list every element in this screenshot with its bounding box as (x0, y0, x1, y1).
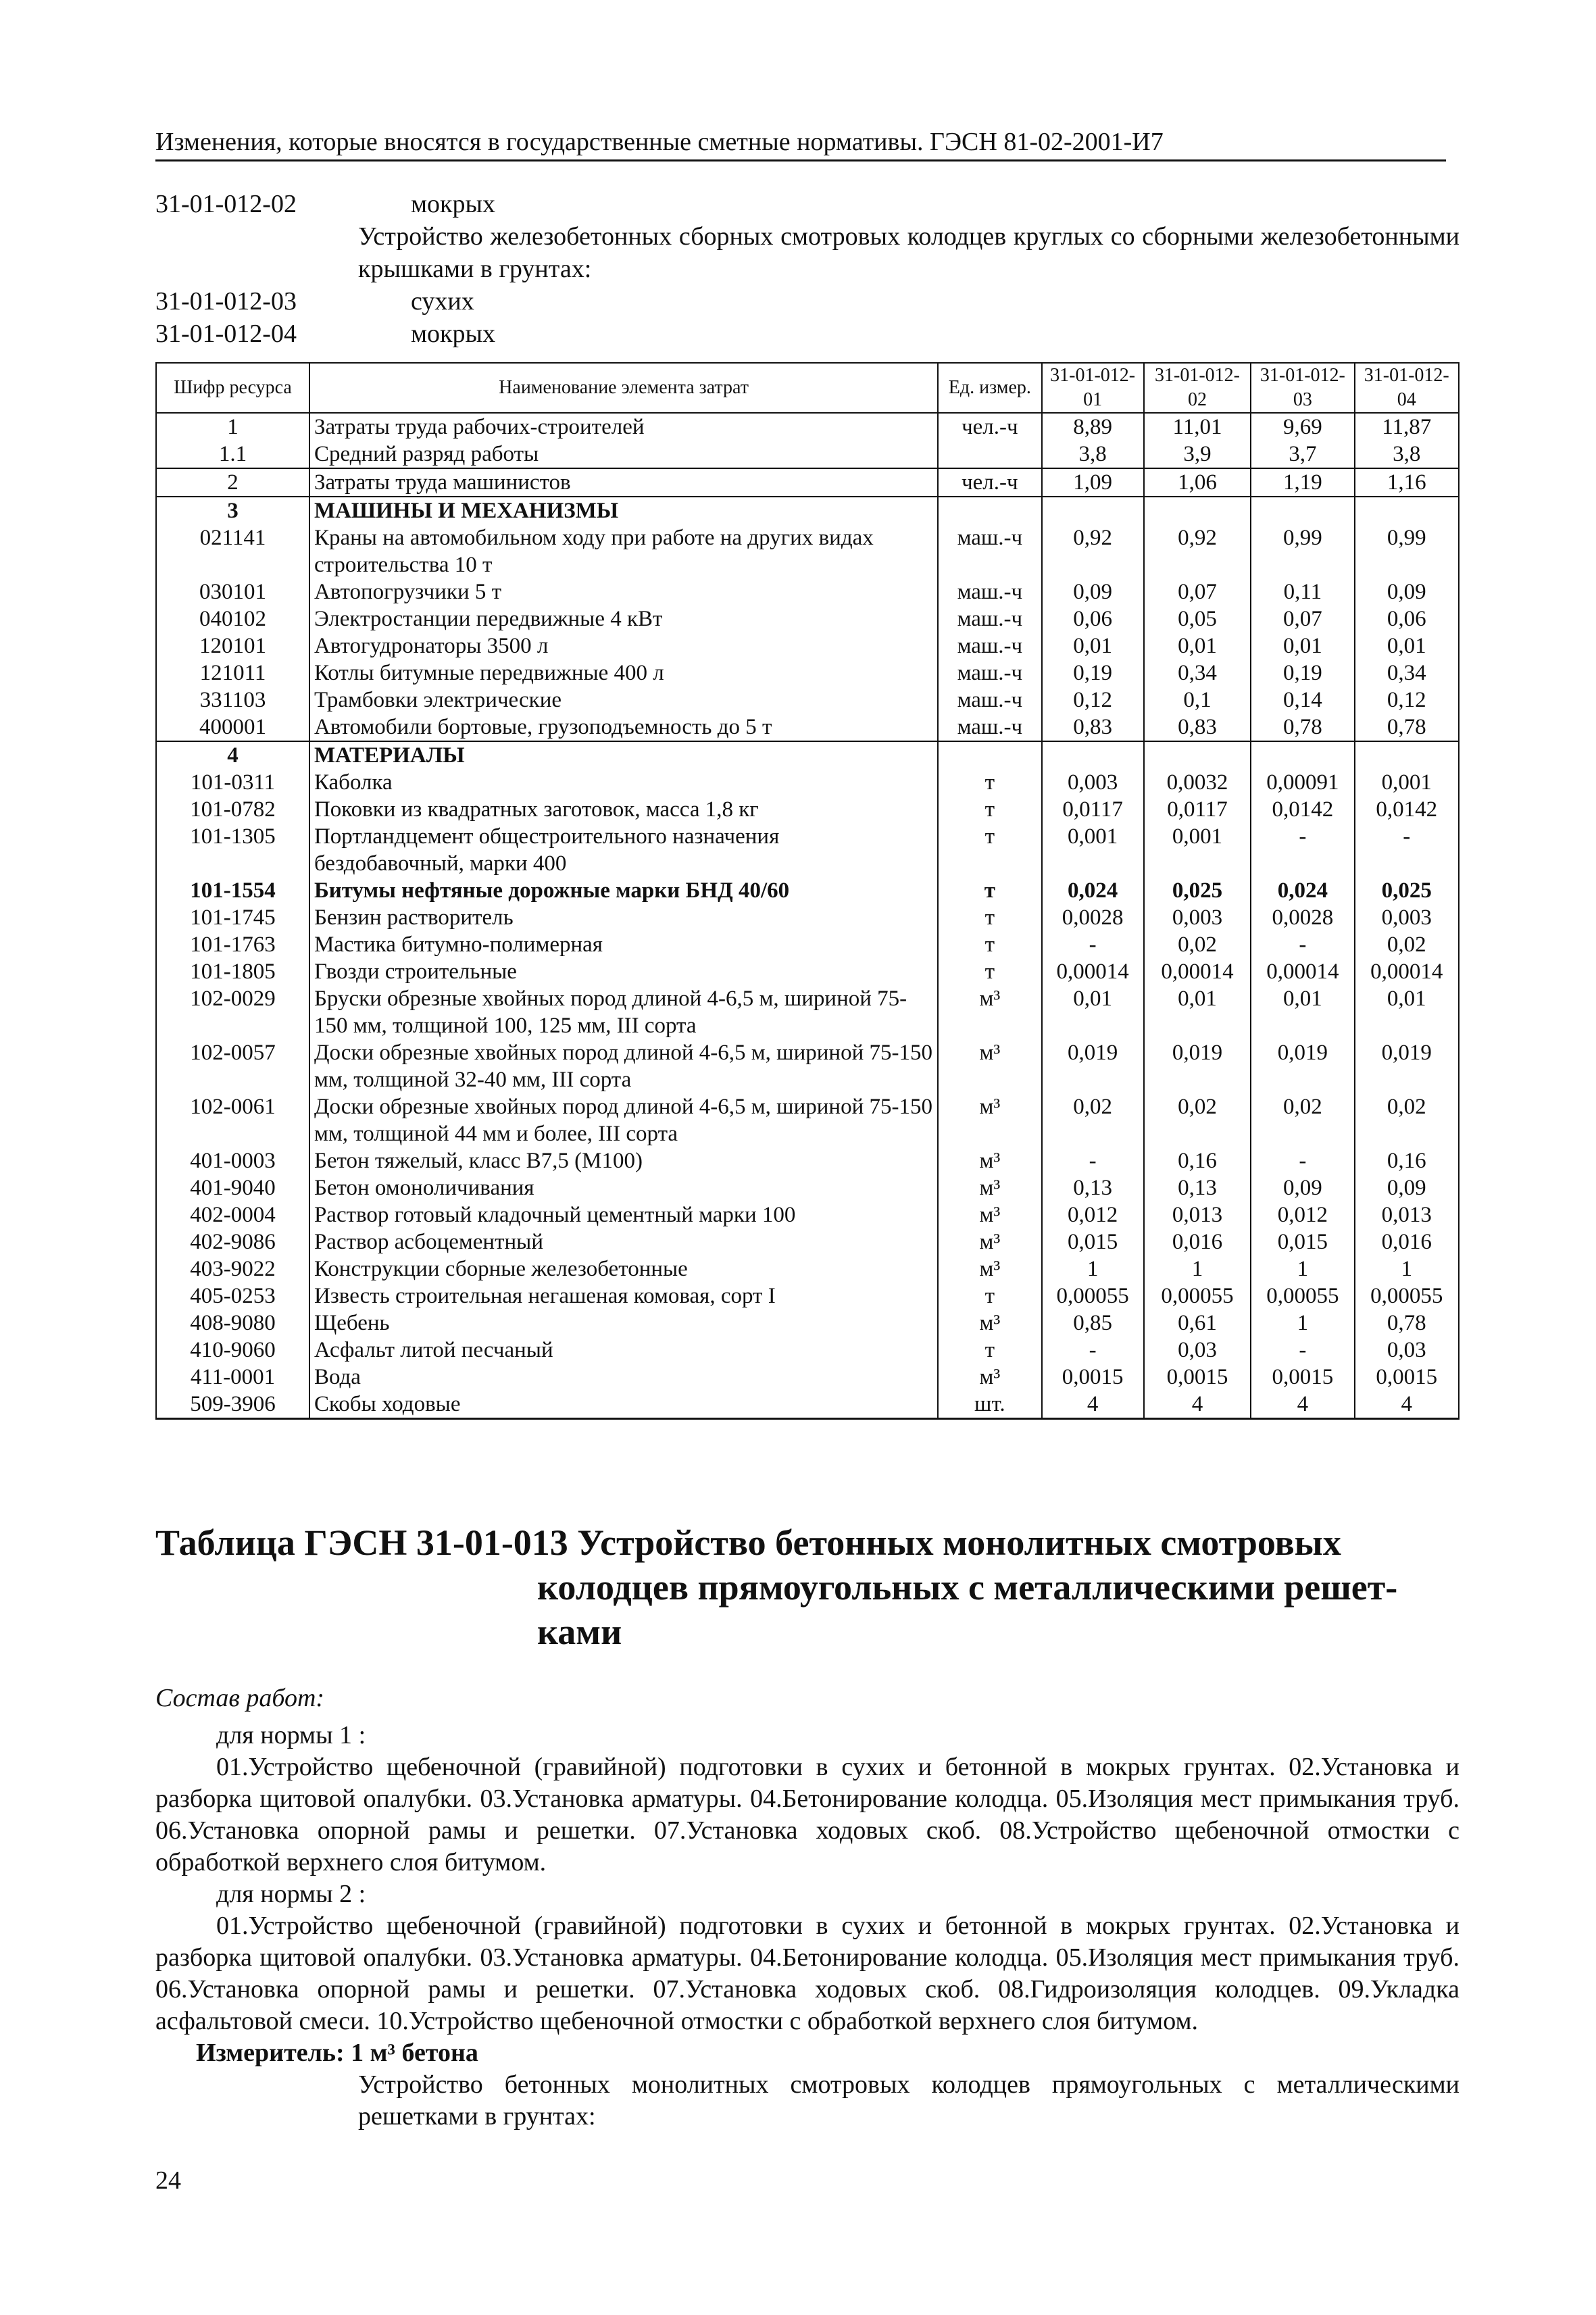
table-row (156, 985, 1459, 1039)
norm-description: Устройство железобетонных сборных смотровых колодцев круглых со сборными железобетонными крышками в грунтах: (358, 222, 1460, 283)
resource-value: 1 (1042, 1255, 1144, 1283)
resource-code: 121011 (156, 659, 309, 687)
resource-value: 0,001 (1144, 823, 1251, 877)
meter-line: Измеритель: 1 м³ бетона (196, 2039, 478, 2067)
resource-value: 0,0117 (1144, 796, 1251, 823)
resource-value: 0,00091 (1251, 769, 1354, 796)
resource-value: 0,0142 (1355, 796, 1459, 823)
resource-unit: маш.-ч (938, 659, 1041, 687)
resource-name: МАТЕРИАЛЫ (309, 741, 938, 769)
resource-code: 102-0061 (156, 1093, 309, 1147)
resource-value: 11,87 (1355, 413, 1459, 441)
resource-unit: т (938, 931, 1041, 958)
resource-value: 0,09 (1251, 1174, 1354, 1201)
resource-value: 0,003 (1042, 769, 1144, 796)
resource-code: 101-0782 (156, 796, 309, 823)
resource-value: 0,09 (1042, 578, 1144, 605)
resource-name: Раствор готовый кладочный цементный марки 100 (309, 1201, 938, 1228)
resource-code: 401-0003 (156, 1147, 309, 1174)
table-row (156, 1283, 1459, 1310)
table-row (156, 1201, 1459, 1228)
resource-unit: маш.-ч (938, 687, 1041, 714)
resource-value: 9,69 (1251, 413, 1354, 441)
resource-unit: т (938, 823, 1041, 877)
norm-code: 31-01-012-03 (155, 287, 297, 316)
resource-value: 8,89 (1042, 413, 1144, 441)
table-row (156, 632, 1459, 659)
resource-code: 021141 (156, 524, 309, 578)
resource-unit: маш.-ч (938, 605, 1041, 632)
resource-unit: м³ (938, 1201, 1041, 1228)
table-row (156, 524, 1459, 578)
resource-name: Асфальт литой песчаный (309, 1337, 938, 1364)
page-number: 24 (155, 2166, 181, 2195)
resource-unit: чел.-ч (938, 468, 1041, 497)
resource-value: 1,19 (1251, 468, 1354, 497)
resource-value: 0,0028 (1042, 904, 1144, 931)
resource-unit: м³ (938, 1147, 1041, 1174)
resource-value: 0,0015 (1355, 1364, 1459, 1391)
resource-value: 0,02 (1042, 1093, 1144, 1147)
resource-value: 0,03 (1144, 1337, 1251, 1364)
resource-value: 0,00014 (1042, 958, 1144, 985)
resource-value: 0,0142 (1251, 796, 1354, 823)
resource-unit: м³ (938, 1039, 1041, 1093)
column-header: Ед. измер. (938, 363, 1041, 413)
resource-value: 0,00014 (1251, 958, 1354, 985)
resource-name: Бруски обрезные хвойных пород длиной 4-6,5 м, шириной 75-150 мм, толщиной 100, 125 мм, III сорта (309, 985, 938, 1039)
resource-name: Скобы ходовые (309, 1391, 938, 1419)
resource-value: 0,001 (1355, 769, 1459, 796)
resource-value: 0,01 (1144, 632, 1251, 659)
table-row (156, 904, 1459, 931)
table-row (156, 468, 1459, 497)
resource-code: 101-1805 (156, 958, 309, 985)
resource-value: 0,16 (1144, 1147, 1251, 1174)
table-row (156, 497, 1459, 524)
resource-value: 0,019 (1144, 1039, 1251, 1093)
table-row (156, 1364, 1459, 1391)
resource-value: 1 (1251, 1310, 1354, 1337)
table-row (156, 796, 1459, 823)
resource-value: 0,016 (1355, 1228, 1459, 1255)
resource-name: Раствор асбоцементный (309, 1228, 938, 1255)
resource-unit: т (938, 796, 1041, 823)
resource-name: Щебень (309, 1310, 938, 1337)
resource-value: 0,01 (1042, 632, 1144, 659)
resource-unit: м³ (938, 1228, 1041, 1255)
resource-value: 0,06 (1355, 605, 1459, 632)
resource-value: 0,0117 (1042, 796, 1144, 823)
norm-label: для нормы 1 : (216, 1721, 366, 1749)
resource-value: 0,019 (1251, 1039, 1354, 1093)
resource-unit: м³ (938, 1255, 1041, 1283)
resource-value: 0,99 (1251, 524, 1354, 578)
norm-code: 31-01-012-04 (155, 320, 297, 348)
resource-unit (938, 741, 1041, 769)
resource-code: 402-9086 (156, 1228, 309, 1255)
norm-code: 31-01-012-02 (155, 190, 297, 218)
resource-value: 0,02 (1144, 931, 1251, 958)
resource-value: 0,025 (1355, 877, 1459, 904)
resource-value: 0,0028 (1251, 904, 1354, 931)
table-row (156, 1147, 1459, 1174)
resource-value: 0,78 (1355, 714, 1459, 741)
resource-value: 0,012 (1251, 1201, 1354, 1228)
resource-value: 0,0015 (1144, 1364, 1251, 1391)
table-row (156, 1337, 1459, 1364)
resource-value: 0,003 (1355, 904, 1459, 931)
table-row (156, 1174, 1459, 1201)
resource-name: Автогудронаторы 3500 л (309, 632, 938, 659)
resource-code: 411-0001 (156, 1364, 309, 1391)
resource-unit (938, 497, 1041, 524)
column-header: 31-01-012-03 (1251, 363, 1354, 413)
resource-unit: маш.-ч (938, 632, 1041, 659)
resource-value: - (1251, 1147, 1354, 1174)
resource-name: МАШИНЫ И МЕХАНИЗМЫ (309, 497, 938, 524)
resource-value: 0,09 (1355, 1174, 1459, 1201)
resource-code: 3 (156, 497, 309, 524)
resource-value: 0,00055 (1355, 1283, 1459, 1310)
table-row (156, 714, 1459, 741)
column-header: Наименование элемента затрат (309, 363, 938, 413)
column-header: 31-01-012-02 (1144, 363, 1251, 413)
resource-value: 0,19 (1042, 659, 1144, 687)
table-row (156, 441, 1459, 468)
resource-name: Конструкции сборные железобетонные (309, 1255, 938, 1283)
resource-code: 408-9080 (156, 1310, 309, 1337)
resource-unit: т (938, 1337, 1041, 1364)
resource-name: Краны на автомобильном ходу при работе на других видах строительства 10 т (309, 524, 938, 578)
resource-value: 4 (1355, 1391, 1459, 1419)
resource-name: Электростанции передвижные 4 кВт (309, 605, 938, 632)
table-row (156, 823, 1459, 877)
resource-name: Затраты труда рабочих-строителей (309, 413, 938, 441)
table-row (156, 413, 1459, 441)
resource-code: 040102 (156, 605, 309, 632)
resource-value (1042, 497, 1144, 524)
resource-code: 102-0029 (156, 985, 309, 1039)
table-row (156, 1391, 1459, 1419)
resource-code: 1 (156, 413, 309, 441)
resource-value: 3,8 (1042, 441, 1144, 468)
resource-value: 1,06 (1144, 468, 1251, 497)
resource-value: 4 (1042, 1391, 1144, 1419)
resource-value: 0,78 (1251, 714, 1354, 741)
resource-value: 0,003 (1144, 904, 1251, 931)
resource-value: 0,0015 (1042, 1364, 1144, 1391)
resource-value: 3,9 (1144, 441, 1251, 468)
resource-value: 4 (1144, 1391, 1251, 1419)
title-line: ками (537, 1612, 622, 1652)
resource-value: 0,024 (1042, 877, 1144, 904)
resource-value: 0,019 (1042, 1039, 1144, 1093)
resource-value (1144, 741, 1251, 769)
resource-value: - (1251, 931, 1354, 958)
resource-value: 0,19 (1251, 659, 1354, 687)
resource-value: 11,01 (1144, 413, 1251, 441)
resource-code: 401-9040 (156, 1174, 309, 1201)
running-header: Изменения, которые вносятся в государственные сметные нормативы. ГЭСН 81-02-2001-И7 (155, 127, 1446, 161)
resource-value: 0,024 (1251, 877, 1354, 904)
table-row (156, 1093, 1459, 1147)
resource-value: 0,09 (1355, 578, 1459, 605)
resource-name: Портландцемент общестроительного назначения бездобавочный, марки 400 (309, 823, 938, 877)
resource-value: 0,1 (1144, 687, 1251, 714)
resource-value: 0,78 (1355, 1310, 1459, 1337)
table-row (156, 1039, 1459, 1093)
resource-value (1251, 741, 1354, 769)
table-row (156, 1255, 1459, 1283)
resource-code: 120101 (156, 632, 309, 659)
table-row (156, 687, 1459, 714)
resource-value: 0,05 (1144, 605, 1251, 632)
resource-value: 0,02 (1251, 1093, 1354, 1147)
resource-value: 1 (1144, 1255, 1251, 1283)
resource-unit: м³ (938, 1364, 1041, 1391)
resource-value: 0,015 (1251, 1228, 1354, 1255)
resource-value: 0,00055 (1144, 1283, 1251, 1310)
resource-value: 0,001 (1042, 823, 1144, 877)
resource-value: 0,92 (1144, 524, 1251, 578)
norm-text: сухих (411, 287, 474, 316)
resource-code: 030101 (156, 578, 309, 605)
column-header: 31-01-012-01 (1042, 363, 1144, 413)
resource-value: 0,025 (1144, 877, 1251, 904)
code-row (155, 188, 1460, 220)
resource-name: Автопогрузчики 5 т (309, 578, 938, 605)
norm-text: 01.Устройство щебеночной (гравийной) подготовки в сухих и бетонной в мокрых грунтах. 02.Установка и разборка щитовой опалубки. 03.Установка арматуры. 04.Бетонирование колодца. 05.Изоляция мест примыкания труб. 06.Установка опорной рамы и решетки. 07.Установка ходовых скоб. 08.Устройство щебеночной отмостки с обработкой верхнего слоя битумом. (155, 1753, 1460, 1876)
resource-value: 0,12 (1042, 687, 1144, 714)
resource-value: 0,34 (1355, 659, 1459, 687)
resource-name: Доски обрезные хвойных пород длиной 4-6,5 м, шириной 75-150 мм, толщиной 44 мм и более, III сорта (309, 1093, 938, 1147)
resource-unit: т (938, 904, 1041, 931)
resource-name: Гвозди строительные (309, 958, 938, 985)
resource-value: 0,01 (1144, 985, 1251, 1039)
resource-code: 1.1 (156, 441, 309, 468)
resource-value: 0,00014 (1355, 958, 1459, 985)
resource-code: 403-9022 (156, 1255, 309, 1283)
resource-value: 0,13 (1042, 1174, 1144, 1201)
resource-value: 0,01 (1251, 985, 1354, 1039)
resource-unit: т (938, 1283, 1041, 1310)
resource-value: 0,34 (1144, 659, 1251, 687)
norm-text: мокрых (411, 190, 496, 218)
resource-name: Мастика битумно-полимерная (309, 931, 938, 958)
section-heading: Состав работ: (155, 1684, 325, 1712)
resource-value: 1 (1251, 1255, 1354, 1283)
table-row (156, 659, 1459, 687)
final-description: Устройство бетонных монолитных смотровых колодцев прямоугольных с металлическими решетками в грунтах: (358, 2070, 1460, 2131)
table-row (156, 741, 1459, 769)
resource-value: 0,99 (1355, 524, 1459, 578)
norm-text: 01.Устройство щебеночной (гравийной) подготовки в сухих и бетонной в мокрых грунтах. 02.Установка и разборка щитовой опалубки. 03.Установка арматуры. 04.Бетонирование колодца. 05.Изоляция мест примыкания труб. 06.Установка опорной рамы и решетки. 07.Установка ходовых скоб. 08.Гидроизоляция колодцев. 09.Укладка асфальтовой смеси. 10.Устройство щебеночной отмостки с обработкой верхнего слоя битумом. (155, 1912, 1460, 2035)
code-row (155, 285, 1460, 318)
resource-unit: т (938, 769, 1041, 796)
resource-value: 3,8 (1355, 441, 1459, 468)
table-title (155, 1520, 1460, 1654)
resource-value: 0,12 (1355, 687, 1459, 714)
resource-value (1355, 741, 1459, 769)
resource-code: 101-1305 (156, 823, 309, 877)
resource-value: 0,85 (1042, 1310, 1144, 1337)
resource-value: 0,01 (1355, 985, 1459, 1039)
resource-value: 0,01 (1251, 632, 1354, 659)
resource-value (1144, 497, 1251, 524)
resource-code: 410-9060 (156, 1337, 309, 1364)
resource-value: - (1355, 823, 1459, 877)
title-line: колодцев прямоугольных с металлическими решет- (537, 1567, 1398, 1608)
resource-value: 0,13 (1144, 1174, 1251, 1201)
resource-value: 0,02 (1355, 931, 1459, 958)
table-header-row (156, 363, 1459, 413)
resource-value: 0,07 (1251, 605, 1354, 632)
table-body (156, 413, 1459, 1419)
table-row (156, 1310, 1459, 1337)
resource-code: 101-1554 (156, 877, 309, 904)
resource-value: 0,16 (1355, 1147, 1459, 1174)
resource-value: 0,016 (1144, 1228, 1251, 1255)
resource-name: Затраты труда машинистов (309, 468, 938, 497)
resource-value: 0,00055 (1251, 1283, 1354, 1310)
column-header: 31-01-012-04 (1355, 363, 1459, 413)
resource-value: - (1251, 823, 1354, 877)
resource-value: 0,00014 (1144, 958, 1251, 985)
table-row (156, 578, 1459, 605)
resource-code: 101-0311 (156, 769, 309, 796)
resource-value: 0,013 (1144, 1201, 1251, 1228)
resource-value: 0,0032 (1144, 769, 1251, 796)
resource-value: 0,92 (1042, 524, 1144, 578)
resource-code: 4 (156, 741, 309, 769)
resource-name: Бензин растворитель (309, 904, 938, 931)
resource-code: 402-0004 (156, 1201, 309, 1228)
resource-value: 0,013 (1355, 1201, 1459, 1228)
resource-value: 3,7 (1251, 441, 1354, 468)
table-row (156, 769, 1459, 796)
resource-value: 0,07 (1144, 578, 1251, 605)
resource-value: 0,02 (1355, 1093, 1459, 1147)
table-row (156, 958, 1459, 985)
table-row (156, 605, 1459, 632)
resource-value: 0,03 (1355, 1337, 1459, 1364)
resource-unit: м³ (938, 1093, 1041, 1147)
code-row (155, 318, 1460, 350)
resource-value: 0,0015 (1251, 1364, 1354, 1391)
resource-unit: маш.-ч (938, 578, 1041, 605)
resource-value: 0,015 (1042, 1228, 1144, 1255)
resource-name: Автомобили бортовые, грузоподъемность до 5 т (309, 714, 938, 741)
resource-name: Известь строительная негашеная комовая, сорт I (309, 1283, 938, 1310)
resource-value: - (1042, 1147, 1144, 1174)
resource-name: Бетон омоноличивания (309, 1174, 938, 1201)
resource-unit: маш.-ч (938, 524, 1041, 578)
resource-unit: т (938, 958, 1041, 985)
resource-value (1251, 497, 1354, 524)
resource-code: 102-0057 (156, 1039, 309, 1093)
resource-value: 0,019 (1355, 1039, 1459, 1093)
table-row (156, 931, 1459, 958)
resource-unit (938, 441, 1041, 468)
resource-value: 0,06 (1042, 605, 1144, 632)
resource-value: 4 (1251, 1391, 1354, 1419)
resource-code: 331103 (156, 687, 309, 714)
norm-label: для нормы 2 : (216, 1880, 366, 1908)
resource-value: 0,14 (1251, 687, 1354, 714)
resource-name: Доски обрезные хвойных пород длиной 4-6,5 м, шириной 75-150 мм, толщиной 32-40 мм, III сорта (309, 1039, 938, 1093)
resource-code: 101-1745 (156, 904, 309, 931)
resource-value: 0,01 (1042, 985, 1144, 1039)
resource-unit: шт. (938, 1391, 1041, 1419)
resource-value: 1 (1355, 1255, 1459, 1283)
work-description (155, 1683, 1460, 2133)
resource-code: 509-3906 (156, 1391, 309, 1419)
resource-name: Битумы нефтяные дорожные марки БНД 40/60 (309, 877, 938, 904)
resource-unit: м³ (938, 1174, 1041, 1201)
table-row (156, 877, 1459, 904)
resource-unit: маш.-ч (938, 714, 1041, 741)
resource-value: 0,01 (1355, 632, 1459, 659)
resource-value: - (1251, 1337, 1354, 1364)
resource-code: 2 (156, 468, 309, 497)
resource-name: Вода (309, 1364, 938, 1391)
resource-value: - (1042, 931, 1144, 958)
resource-value (1355, 497, 1459, 524)
resource-name: Поковки из квадратных заготовок, масса 1,8 кг (309, 796, 938, 823)
resource-code: 405-0253 (156, 1283, 309, 1310)
resource-unit: м³ (938, 985, 1041, 1039)
resource-unit: м³ (938, 1310, 1041, 1337)
resource-value (1042, 741, 1144, 769)
resource-code: 101-1763 (156, 931, 309, 958)
resource-unit: т (938, 877, 1041, 904)
resource-table (155, 362, 1460, 1420)
resource-name: Трамбовки электрические (309, 687, 938, 714)
resource-value: 1,16 (1355, 468, 1459, 497)
resource-name: Каболка (309, 769, 938, 796)
resource-name: Средний разряд работы (309, 441, 938, 468)
resource-name: Бетон тяжелый, класс В7,5 (М100) (309, 1147, 938, 1174)
resource-value: 0,11 (1251, 578, 1354, 605)
norm-text: мокрых (411, 320, 496, 348)
resource-code: 400001 (156, 714, 309, 741)
resource-unit: чел.-ч (938, 413, 1041, 441)
resource-value: 0,02 (1144, 1093, 1251, 1147)
resource-value: 0,83 (1042, 714, 1144, 741)
code-list (155, 188, 1460, 350)
title-line: Таблица ГЭСН 31-01-013 Устройство бетонных монолитных смотровых (155, 1522, 1341, 1563)
resource-value: 0,83 (1144, 714, 1251, 741)
resource-name: Котлы битумные передвижные 400 л (309, 659, 938, 687)
resource-value: 0,61 (1144, 1310, 1251, 1337)
resource-value: 0,012 (1042, 1201, 1144, 1228)
column-header: Шифр ресурса (156, 363, 309, 413)
resource-value: 0,00055 (1042, 1283, 1144, 1310)
table-row (156, 1228, 1459, 1255)
resource-value: 1,09 (1042, 468, 1144, 497)
resource-value: - (1042, 1337, 1144, 1364)
